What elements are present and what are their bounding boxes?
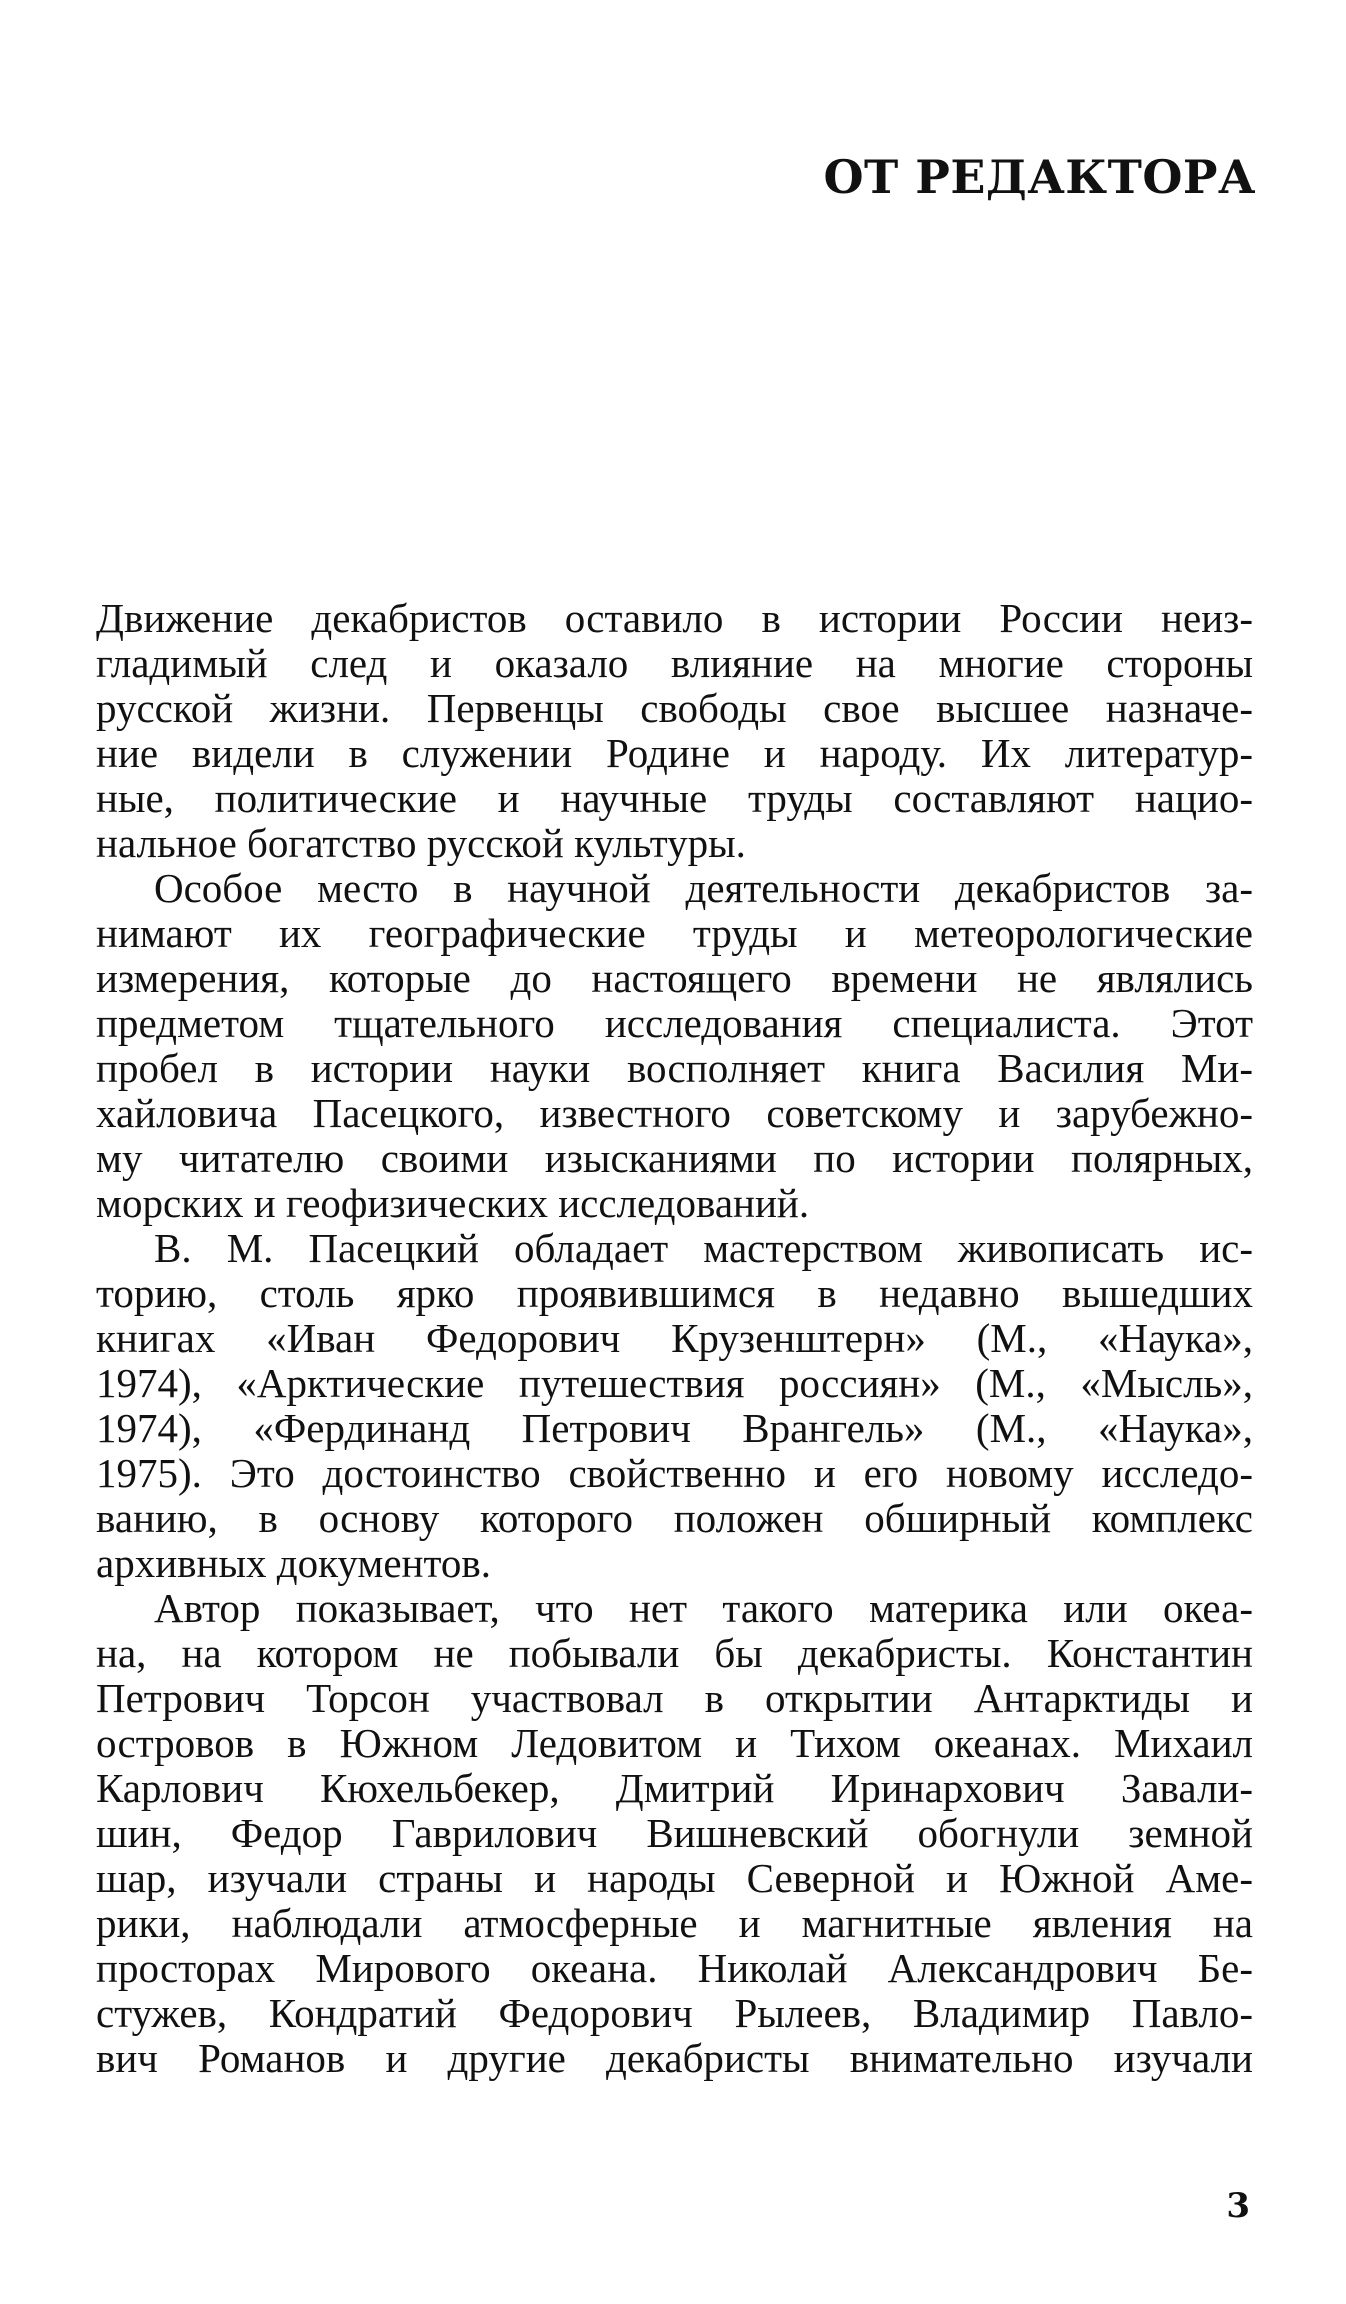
text-line: 1975). Это достоинство свойственно и его новому исследо- [96, 1450, 1253, 1496]
page-heading: ОТ РЕДАКТОРА [823, 150, 1256, 204]
paragraph-3 [96, 1226, 1253, 1586]
text-line: книгах «Иван Федорович Крузенштерн» (М., «Наука», [96, 1315, 1253, 1361]
text-line: В. М. Пасецкий обладает мастерством живописать ис- [154, 1225, 1253, 1271]
text-line: островов в Южном Ледовитом и Тихом океанах. Михаил [96, 1720, 1253, 1766]
text-line: Особое место в научной деятельности декабристов за- [154, 865, 1253, 911]
text-line: 1974), «Арктические путешествия россиян» (М., «Мысль», [96, 1360, 1253, 1406]
text-line: рики, наблюдали атмосферные и магнитные явления на [96, 1900, 1253, 1946]
text-line: гладимый след и оказало влияние на многие стороны [96, 640, 1253, 686]
text-line: хайловича Пасецкого, известного советскому и зарубежно- [96, 1090, 1253, 1136]
text-line: нимают их географические труды и метеорологические [96, 910, 1253, 956]
text-line: вич Романов и другие декабристы внимательно изучали [96, 2035, 1253, 2081]
text-line: архивных документов. [96, 1540, 491, 1586]
text-line: Движение декабристов оставило в истории России неиз- [96, 595, 1253, 641]
text-line: предметом тщательного исследования специалиста. Этот [96, 1000, 1253, 1046]
text-line: ные, политические и научные труды составляют нацио- [96, 775, 1253, 821]
text-line: морских и геофизических исследований. [96, 1180, 810, 1226]
text-line: Петрович Торсон участвовал в открытии Антарктиды и [96, 1675, 1253, 1721]
text-line: торию, столь ярко проявившимся в недавно вышедших [96, 1270, 1253, 1316]
text-line: шин, Федор Гаврилович Вишневский обогнули земной [96, 1810, 1253, 1856]
text-line: 1974), «Фердинанд Петрович Врангель» (М., «Наука», [96, 1405, 1253, 1451]
text-line: пробел в истории науки восполняет книга Василия Ми- [96, 1045, 1253, 1091]
text-line: нальное богатство русской культуры. [96, 820, 746, 866]
text-line: стужев, Кондратий Федорович Рылеев, Владимир Павло- [96, 1990, 1253, 2036]
paragraph-2 [96, 866, 1253, 1226]
text-line: ванию, в основу которого положен обширный комплекс [96, 1495, 1253, 1541]
text-line: на, на котором не побывали бы декабристы. Константин [96, 1630, 1253, 1676]
body-text [96, 596, 1253, 2081]
text-line: шар, изучали страны и народы Северной и Южной Аме- [96, 1855, 1253, 1901]
text-line: просторах Мирового океана. Николай Александрович Бе- [96, 1945, 1253, 1991]
paragraph-1 [96, 596, 1253, 866]
text-line: Карлович Кюхельбекер, Дмитрий Иринархович Завали- [96, 1765, 1253, 1811]
paragraph-4 [96, 1586, 1253, 2081]
page-number: 3 [1226, 2186, 1250, 2226]
text-line: ние видели в служении Родине и народу. Их литератур- [96, 730, 1253, 776]
text-line: му читателю своими изысканиями по истории полярных, [96, 1135, 1253, 1181]
text-line: измерения, которые до настоящего времени не являлись [96, 955, 1253, 1001]
text-line: Автор показывает, что нет такого материка или океа- [154, 1585, 1253, 1631]
text-line: русской жизни. Первенцы свободы свое высшее назначе- [96, 685, 1253, 731]
